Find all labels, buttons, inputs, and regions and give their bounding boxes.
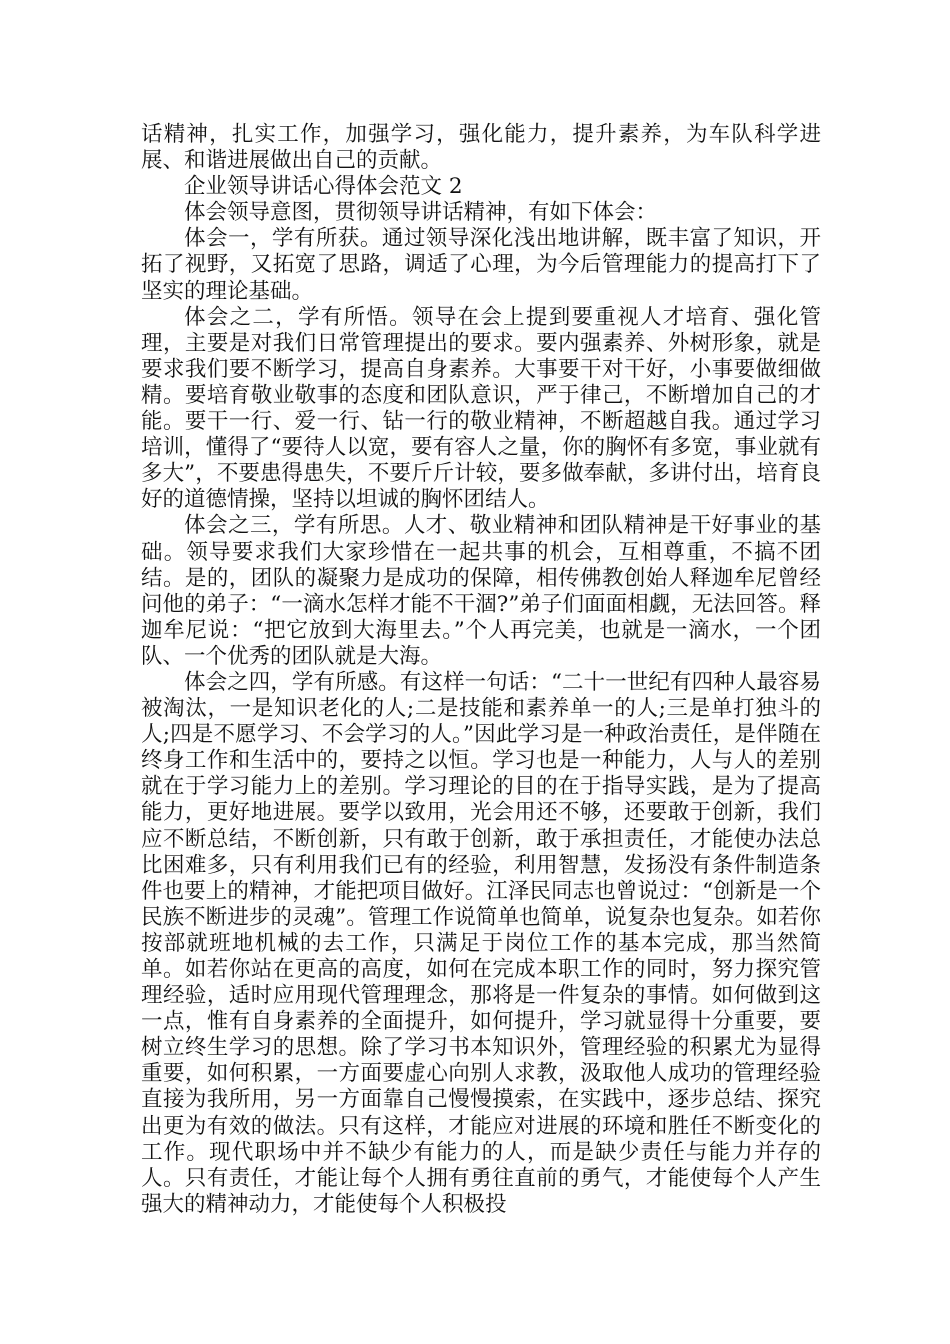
body-text: [141, 122, 821, 1218]
paragraph-insight-2: 体会之二，学有所悟。领导在会上提到要重视人才培育、强化管理，主要是对我们日常管理提出的要求。要内强素养、外树形象，就是要求我们要不断学习，提高自身素养。大事要干对干好，小事要做细做精。要培育敬业敬事的态度和团队意识，严于律己，不断增加自己的才能。要干一行、爱一行、钻一行的敬业精神，不断超越自我。通过学习培训，懂得了“要待人以宽，要有容人之量，你的胸怀有多宽，事业就有多大”，不要患得患失，不要斤斤计较，要多做奉献，多讲付出，培育良好的道德情操，坚持以坦诚的胸怀团结人。: [141, 304, 821, 513]
paragraph-insight-3: 体会之三，学有所思。人才、敬业精神和团队精神是干好事业的基础。领导要求我们大家珍惜在一起共事的机会，互相尊重，不搞不团结。是的，团队的凝聚力是成功的保障，相传佛教创始人释迦牟尼曾经问他的弟子：“一滴水怎样才能不干涸?”弟子们面面相觑，无法回答。释迦牟尼说：“把它放到大海里去。”个人再完美，也就是一滴水，一个团队、一个优秀的团队就是大海。: [141, 513, 821, 669]
paragraph-insight-1: 体会一，学有所获。通过领导深化浅出地讲解，既丰富了知识，开拓了视野，又拓宽了思路，调适了心理，为今后管理能力的提高打下了坚实的理论基础。: [141, 226, 821, 304]
paragraph-continuation: 话精神，扎实工作，加强学习，强化能力，提升素养，为车队科学进展、和谐进展做出自己的贡献。: [141, 122, 821, 174]
section-heading: 企业领导讲话心得体会范文 2: [184, 174, 463, 200]
paragraph-intro: 体会领导意图，贯彻领导讲话精神，有如下体会：: [184, 200, 658, 226]
paragraph-insight-4: 体会之四，学有所感。有这样一句话：“二十一世纪有四种人最容易被淘汰，一是知识老化的人;二是技能和素养单一的人;三是单打独斗的人;四是不愿学习、不会学习的人。”因此学习是一种政治责任，是伴随在终身工作和生活中的，要持之以恒。学习也是一种能力，人与人的差别就在于学习能力上的差别。学习理论的目的在于指导实践，是为了提高能力，更好地进展。要学以致用，光会用还不够，还要敢于创新，我们应不断总结，不断创新，只有敢于创新，敢于承担责任，才能使办法总比困难多，只有利用我们已有的经验，利用智慧，发扬没有条件制造条件也要上的精神，才能把项目做好。江泽民同志也曾说过：“创新是一个民族不断进步的灵魂”。管理工作说简单也简单，说复杂也复杂。如若你按部就班地机械的去工作，只满足于岗位工作的基本完成，那当然简单。如若你站在更高的高度，如何在完成本职工作的同时，努力探究管理经验，适时应用现代管理理念，那将是一件复杂的事情。如何做到这一点，惟有自身素养的全面提升，如何提升，学习就显得十分重要，要树立终生学习的思想。除了学习书本知识外，管理经验的积累尤为显得重要，如何积累，一方面要虚心向别人求教，汲取他人成功的管理经验直接为我所用，另一方面靠自己慢慢摸索，在实践中，逐步总结、探究出更为有效的做法。只有这样，才能应对进展的环境和胜任不断变化的工作。现代职场中并不缺少有能力的人，而是缺少责任与能力并存的人。只有责任，才能让每个人拥有勇往直前的勇气，才能使每个人产生强大的精神动力，才能使每个人积极投: [141, 669, 821, 1217]
